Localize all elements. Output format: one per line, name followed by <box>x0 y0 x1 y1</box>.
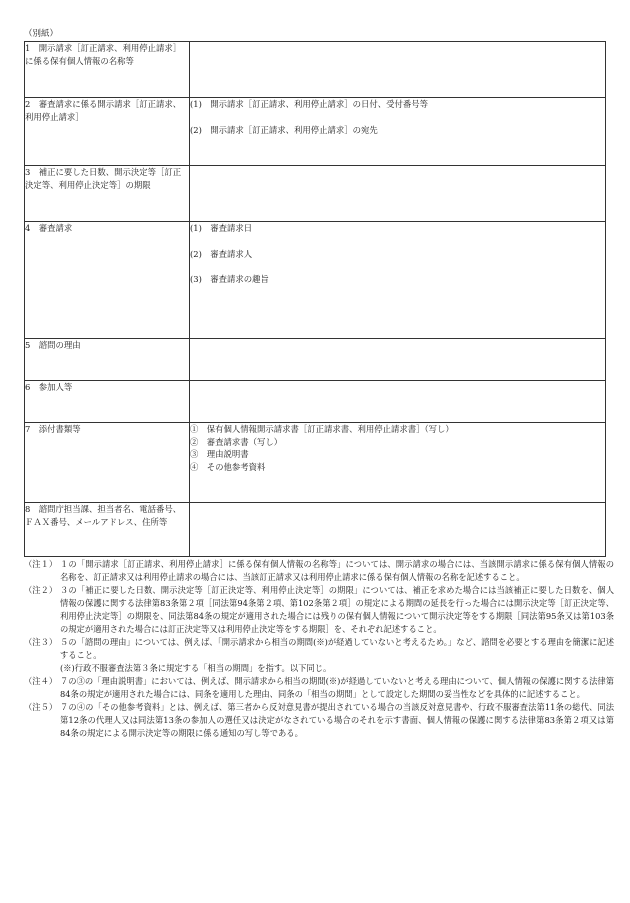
row-label: 2 審査請求に係る開示請求［訂正請求、利用停止請求］ <box>25 98 190 166</box>
note-text: ３の「補正に要した日数、開示決定等［訂正決定等、利用停止決定等］の期限」については、補正を求めた場合には当該補正に要した日数を、個人情報の保護に関する法律第83条第２項［同法第94条第２項、第102条第２項］の規定による期間の延長を行った場合には開示決定等［訂正決定等、利用停止決定等］の期限を、同法第84条の規定が適用された場合には残りの保有個人情報について開示決定等をする期限［同法第95条又は第103条の規定が適用された場合には訂正決定等又は利用停止決定等をする期限］を、それぞれ記述すること。 <box>60 585 614 634</box>
table-row <box>25 339 606 381</box>
row-value <box>190 98 606 166</box>
note-subtext: (※)行政不服審査法第３条に規定する「相当の期間」を指す。以下同じ。 <box>60 663 332 673</box>
list-item: ② 審査請求書（写し） <box>190 436 283 447</box>
list-item: ① 保有個人情報開示請求書［訂正請求書、利用停止請求書］（写し） <box>190 424 454 434</box>
table-row <box>25 503 606 557</box>
row-value <box>190 222 606 339</box>
inquiry-form-table <box>24 41 606 557</box>
row-value <box>190 503 606 557</box>
table-row <box>25 381 606 423</box>
note-tag: （注３） <box>24 637 58 647</box>
row-value <box>190 339 606 381</box>
row-label: 4 審査請求 <box>25 222 190 339</box>
note-item <box>24 675 614 701</box>
note-item <box>24 636 614 662</box>
note-item <box>24 701 614 740</box>
note-text: ５の「諮問の理由」については、例えば、「開示請求から相当の期間(※)が経過していないと考えるため。」など、諮問を必要とする理由を簡潔に記述すること。 <box>60 637 614 660</box>
list-item: (1) 審査請求日 <box>190 223 253 233</box>
row-value <box>190 381 606 423</box>
list-item: (1) 開示請求［訂正請求、利用停止請求］の日付、受付番号等 <box>190 99 428 109</box>
table-row <box>25 222 606 339</box>
note-text: １の「開示請求［訂正請求、利用停止請求］に係る保有個人情報の名称等」については、開示請求の場合には、当該開示請求に係る保有個人情報の名称を、訂正請求又は利用停止請求の場合には、当該訂正請求又は利用停止請求に係る保有個人情報の名称を記述すること。 <box>60 559 614 582</box>
note-item <box>24 584 614 636</box>
row-label: 8 諮問庁担当課、担当者名、電話番号、ＦＡＸ番号、メールアドレス、住所等 <box>25 503 190 557</box>
table-row <box>25 42 606 98</box>
note-tag: （注４） <box>24 676 58 686</box>
note-text: ７の④の「その他参考資料」とは、例えば、第三者から反対意見書が提出されている場合の当該反対意見書や、行政不服審査法第11条の総代、同法第12条の代理人又は同法第13条の参加人の選任又は決定がなされている場合のそれを示す書面、個人情報の保護に関する法律第83条第２項又は第84条の規定による開示決定等の期限に係る通知の写し等である。 <box>60 702 614 738</box>
list-item: (3) 審査請求の趣旨 <box>190 274 269 284</box>
row-label: 6 参加人等 <box>25 381 190 423</box>
row-value <box>190 42 606 98</box>
note-tag: （注１） <box>24 559 58 569</box>
list-item: ④ その他参考資料 <box>190 461 266 472</box>
table-row <box>25 166 606 222</box>
row-label: 7 添付書類等 <box>25 423 190 503</box>
list-item: (2) 開示請求［訂正請求、利用停止請求］の宛先 <box>190 124 378 135</box>
note-tag: （注２） <box>24 585 58 595</box>
note-tag: （注５） <box>24 702 58 712</box>
row-value <box>190 423 606 503</box>
row-label: 1 開示請求［訂正請求、利用停止請求］に係る保有個人情報の名称等 <box>25 42 190 98</box>
notes-section <box>24 558 614 740</box>
row-value <box>190 166 606 222</box>
note-text: ７の③の「理由説明書」においては、例えば、開示請求から相当の期間(※)が経過していないと考える理由について、個人情報の保護に関する法律第84条の規定が適用された場合には、同条を適用した理由、同条の「相当の期間」として設定した期間の妥当性などを具体的に記述すること。 <box>60 676 614 699</box>
table-row <box>25 423 606 503</box>
row-label: 5 諮問の理由 <box>25 339 190 381</box>
row-label: 3 補正に要した日数、開示決定等［訂正決定等、利用停止決定等］の期限 <box>25 166 190 222</box>
list-item: ③ 理由説明書 <box>190 449 249 459</box>
table-row <box>25 98 606 166</box>
document-label: （別紙） <box>24 29 59 39</box>
note-item <box>24 558 614 584</box>
list-item: (2) 審査請求人 <box>190 248 253 259</box>
